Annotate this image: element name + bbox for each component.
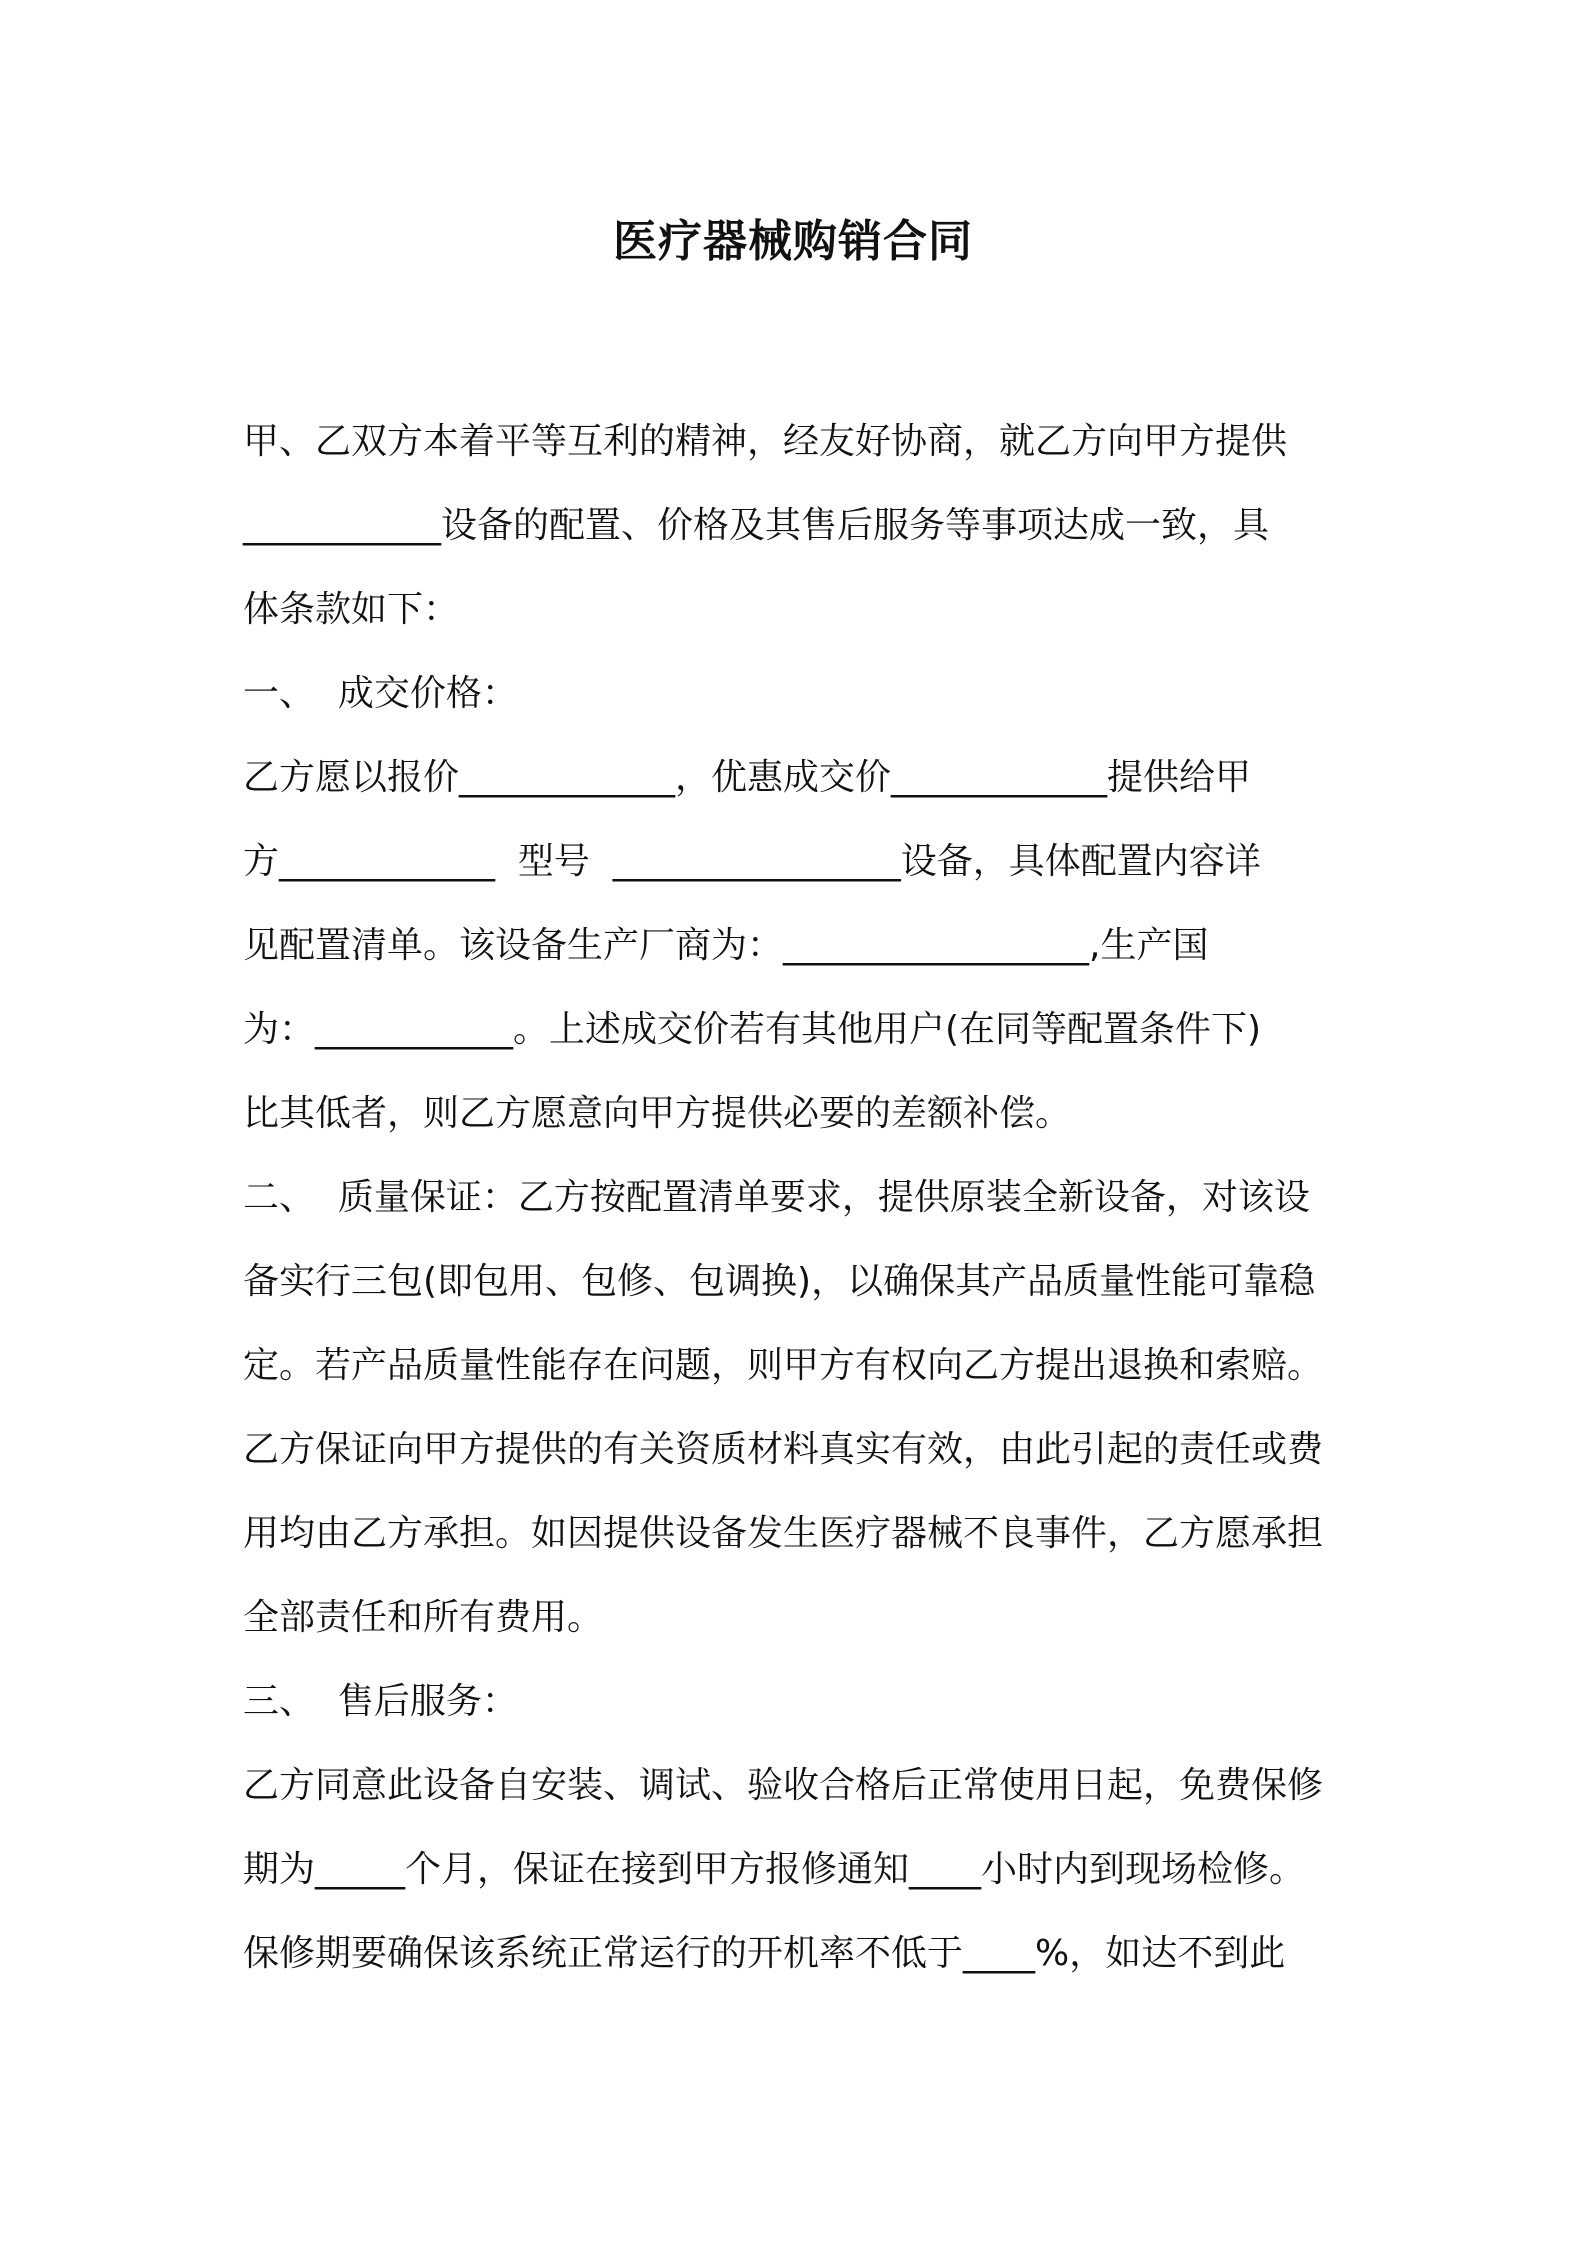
section-heading: 一、 成交价格： [243, 673, 518, 714]
section-heading: 二、 质量保证：乙方按配置清单要求，提供原装全新设备，对该设 [243, 1177, 1310, 1218]
text-line: 用均由乙方承担。如因提供设备发生医疗器械不良事件，乙方愿承担 [243, 1513, 1324, 1554]
text-line: 全部责任和所有费用。 [243, 1597, 604, 1638]
text-line: 乙方愿以报价____________，优惠成交价____________提供给甲 [243, 757, 1252, 798]
text-line: 方____________ 型号 ________________设备，具体配置内容详 [243, 841, 1261, 882]
section-heading: 三、 售后服务： [243, 1681, 518, 1722]
text-line: 甲、乙双方本着平等互利的精神，经友好协商，就乙方向甲方提供 [243, 421, 1288, 462]
text-line: 体条款如下： [243, 589, 460, 630]
text-line: 保修期要确保该系统正常运行的开机率不低于____%，如达不到此 [243, 1933, 1286, 1974]
text-line: 见配置清单。该设备生产厂商为：_________________,生产国 [243, 925, 1209, 966]
document-title: 医疗器械购销合同 [613, 216, 973, 267]
text-line: 比其低者，则乙方愿意向甲方提供必要的差额补偿。 [243, 1093, 1072, 1134]
text-line: 为：___________。上述成交价若有其他用户(在同等配置条件下) [243, 1009, 1262, 1050]
text-line: 定。若产品质量性能存在问题，则甲方有权向乙方提出退换和索赔。 [243, 1345, 1324, 1386]
text-line: ___________设备的配置、价格及其售后服务等事项达成一致，具 [243, 505, 1270, 546]
text-line: 备实行三包(即包用、包修、包调换)，以确保其产品质量性能可靠稳 [243, 1261, 1316, 1302]
text-line: 乙方保证向甲方提供的有关资质材料真实有效，由此引起的责任或费 [243, 1429, 1324, 1470]
text-line: 乙方同意此设备自安装、调试、验收合格后正常使用日起，免费保修 [243, 1765, 1324, 1806]
text-line: 期为_____个月，保证在接到甲方报修通知____小时内到现场检修。 [243, 1849, 1306, 1890]
